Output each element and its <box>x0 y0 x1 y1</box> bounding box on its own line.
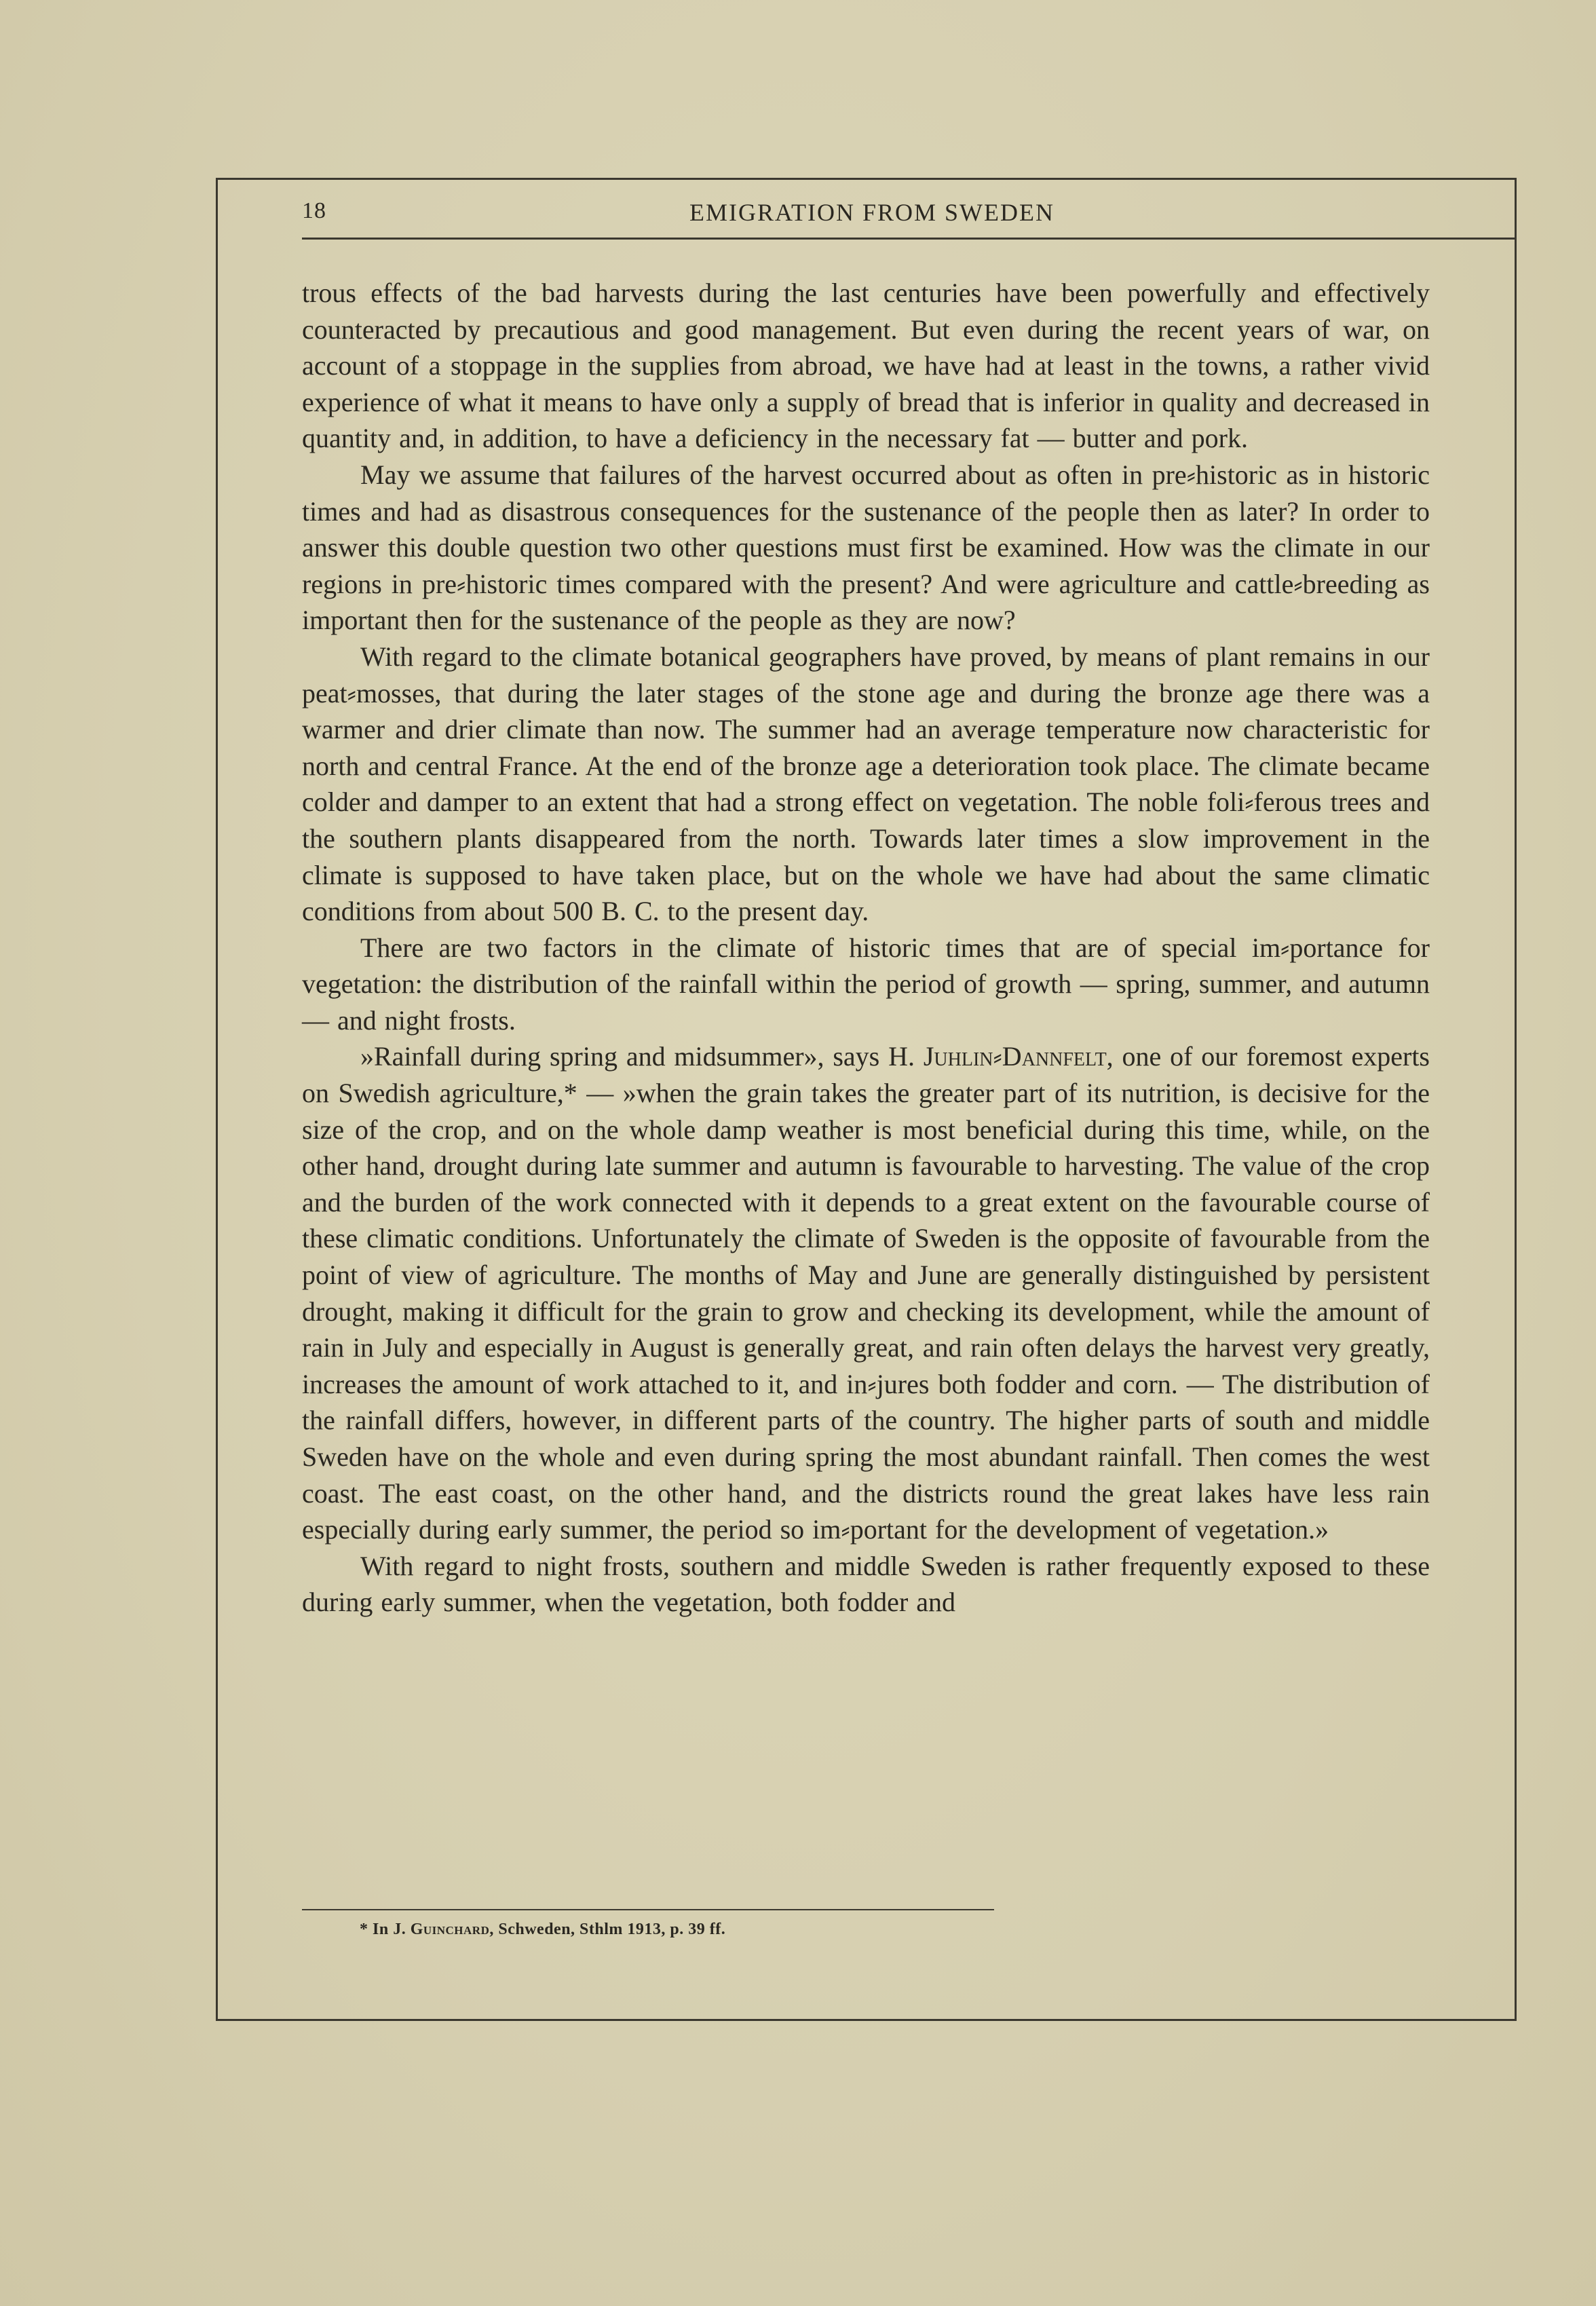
paragraph-4: There are two factors in the climate of historic times that are of special im⸗portance for vegetation: the distribution of the rainfall within the period of growth — spring, summer, and autumn — and night frosts. <box>302 932 1430 1036</box>
footnote-suffix: , Schweden, Sthlm 1913, p. 39 ff. <box>489 1921 726 1938</box>
quote-part-1: »Rainfall during spring and midsummer», says H. <box>360 1041 924 1072</box>
page-number: 18 <box>302 198 326 223</box>
footnote-prefix: * In J. <box>360 1921 411 1938</box>
paragraph-5-quote <box>302 1038 1430 1547</box>
body-text <box>302 275 1430 1621</box>
header-rule <box>302 238 1517 240</box>
paragraph-1: trous effects of the bad harvests during the last centuries have been powerfully and effectively counteracted by precautious and good management. But even during the recent years of war, on account of a stoppage in the supplies from abroad, we have had at least in the towns, a rather vivid experience of what it means to have only a supply of bread that is inferior in quality and decreased in quantity and, in addition, to have a deficiency in the necessary fat — butter and pork. <box>302 278 1430 454</box>
footnote-rule <box>302 1909 994 1910</box>
page-header <box>302 191 1442 232</box>
footnote <box>360 1921 725 1939</box>
paragraph-3: With regard to the climate botanical geographers have proved, by means of plant remains in our peat⸗mosses, that during the later stages of the stone age and during the bronze age there was a warmer and drier climate than now. The summer had an average temperature now characteristic for north and central France. At the end of the bronze age a deterioration took place. The climate became colder and damper to an extent that had a strong effect on vegetation. The noble foli⸗ferous trees and the southern plants disappeared from the north. Towards later times a slow improvement in the climate is supposed to have taken place, but on the whole we have had about the same climatic conditions from about 500 B. C. to the present day. <box>302 641 1430 927</box>
quoted-author: Juhlin⸗Dannfelt <box>923 1041 1107 1072</box>
quote-part-2: , one of our foremost experts on Swedish agriculture,* — »when the grain takes the greater part of its nutrition, is decisive for the size of the crop, and on the whole damp weather is most beneficial during this time, while, on the other hand, drought during late summer and autumn is favourable to harvesting. The value of the crop and the burden of the work connected with it depends to a great extent on the favourable course of these climatic conditions. Unfortunately the climate of Sweden is the opposite of favourable from the point of view of agriculture. The months of May and June are generally distinguished by persistent drought, making it difficult for the grain to grow and checking its development, while the amount of rain in July and especially in August is generally great, and rain often delays the harvest very greatly, increases the amount of work attached to it, and in⸗jures both fodder and corn. — The distribution of the rainfall differs, however, in different parts of the country. The higher parts of south and middle Sweden have on the whole and even during spring the most abundant rainfall. Then comes the west coast. The east coast, on the other hand, and the districts round the great lakes have less rain especially during early summer, the period so im⸗portant for the development of vegetation.» <box>302 1041 1430 1545</box>
paragraph-6: With regard to night frosts, southern and middle Sweden is rather frequently exposed to these during early summer, when the vegetation, both fodder and <box>302 1550 1430 1618</box>
paragraph-2: May we assume that failures of the harvest occurred about as often in pre⸗historic as in historic times and had as disastrous consequences for the sustenance of the people then as later? In order to answer this double question two other questions must first be examined. How was the climate in our regions in pre⸗historic times compared with the present? And were agriculture and cattle⸗breeding as important then for the sustenance of the people as they are now? <box>302 459 1430 636</box>
footnote-author: Guinchard <box>410 1921 490 1938</box>
running-title: EMIGRATION FROM SWEDEN <box>689 199 1054 226</box>
